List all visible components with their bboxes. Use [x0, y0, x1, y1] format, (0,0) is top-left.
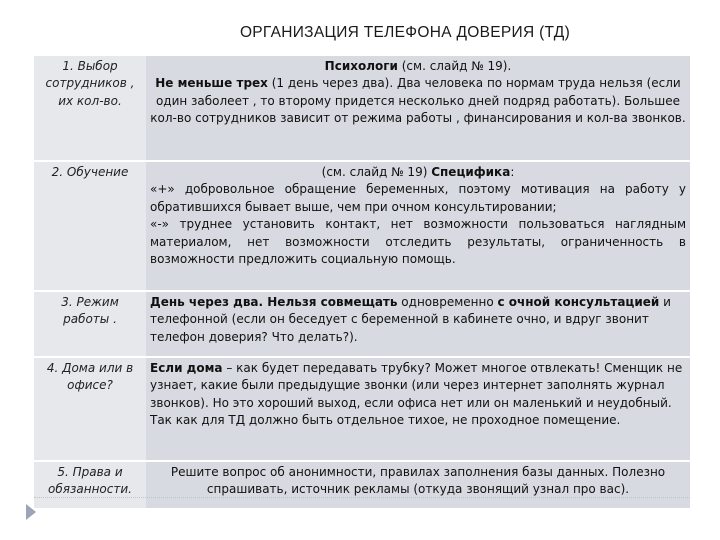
text: и телефонной (если он беседует с беременной в кабинете очно, и вдруг звонит телефон доверия? Что делать?). — [150, 295, 671, 344]
text: одновременно — [397, 295, 498, 309]
row-label: 1. Выбор сотрудников , их кол-во. — [34, 56, 146, 161]
bold-text: День через два. Нельзя совмещать — [150, 295, 398, 309]
content-paragraph — [150, 58, 686, 75]
table-row — [34, 56, 690, 161]
content-paragraph — [150, 75, 686, 127]
bold-text: с очной консультацией — [497, 295, 660, 309]
table-row — [34, 161, 690, 291]
table-row — [34, 291, 690, 357]
content-paragraph — [150, 360, 686, 430]
content-paragraph: Решите вопрос об анонимности, правилах заполнения базы данных. Полезно спрашивать, источник рекламы (откуда звонящий узнал про вас). — [170, 465, 666, 497]
row-content — [146, 461, 690, 509]
row-label: 5. Права и обязанности. — [34, 461, 146, 509]
divider — [34, 497, 690, 498]
bold-text: Психологи — [324, 59, 398, 73]
info-table — [34, 56, 690, 510]
content-paragraph — [150, 294, 686, 346]
row-content — [146, 56, 690, 161]
bold-text: Не меньше трех — [155, 76, 268, 91]
content-paragraph — [150, 164, 686, 181]
text: (см. слайд № 19) — [321, 165, 432, 179]
bold-text: Если дома — [150, 361, 223, 375]
text: – как будет передавать трубку? Может многое отвлекать! Сменщик не узнает, какие были предыдущие звонки (или через интернет заполнять журнал звонков). Но это хороший выход, если офиса нет или он маленький и неудобный. Так как для ТД должно быть отдельное тихое, не проходное помещение. — [150, 361, 683, 428]
table-row — [34, 461, 690, 509]
row-label: 4. Дома или в офисе? — [34, 357, 146, 461]
content-paragraph: «-» труднее установить контакт, нет возможности пользоваться наглядным материалом, нет возможности отследить результаты, ограниченность в возможности предложить социальную помощь. — [150, 217, 686, 267]
text: (1 день через два). Два человека по нормам труда нельзя (если один заболеет , то второму придется несколько дней подряд работать). Большее кол-во сотрудников зависит от режима работы , финансирования и кол-ва звонков. — [150, 76, 686, 126]
text: : — [510, 165, 515, 179]
table-row — [34, 357, 690, 461]
row-label: 2. Обучение — [34, 161, 146, 291]
arrow-right-icon — [26, 504, 36, 520]
row-label: 3. Режим работы . — [34, 291, 146, 357]
page-title: ОРГАНИЗАЦИЯ ТЕЛЕФОНА ДОВЕРИЯ (ТД) — [239, 24, 571, 41]
content-paragraph: «+» добровольное обращение беременных, поэтому мотивация на работу у обратившихся бывает выше, чем при очном консультировании; — [150, 182, 686, 214]
bold-text: Специфика — [431, 165, 511, 179]
text: (см. слайд № 19). — [397, 59, 512, 73]
row-content — [146, 291, 690, 357]
row-content — [146, 161, 690, 291]
row-content — [146, 357, 690, 461]
